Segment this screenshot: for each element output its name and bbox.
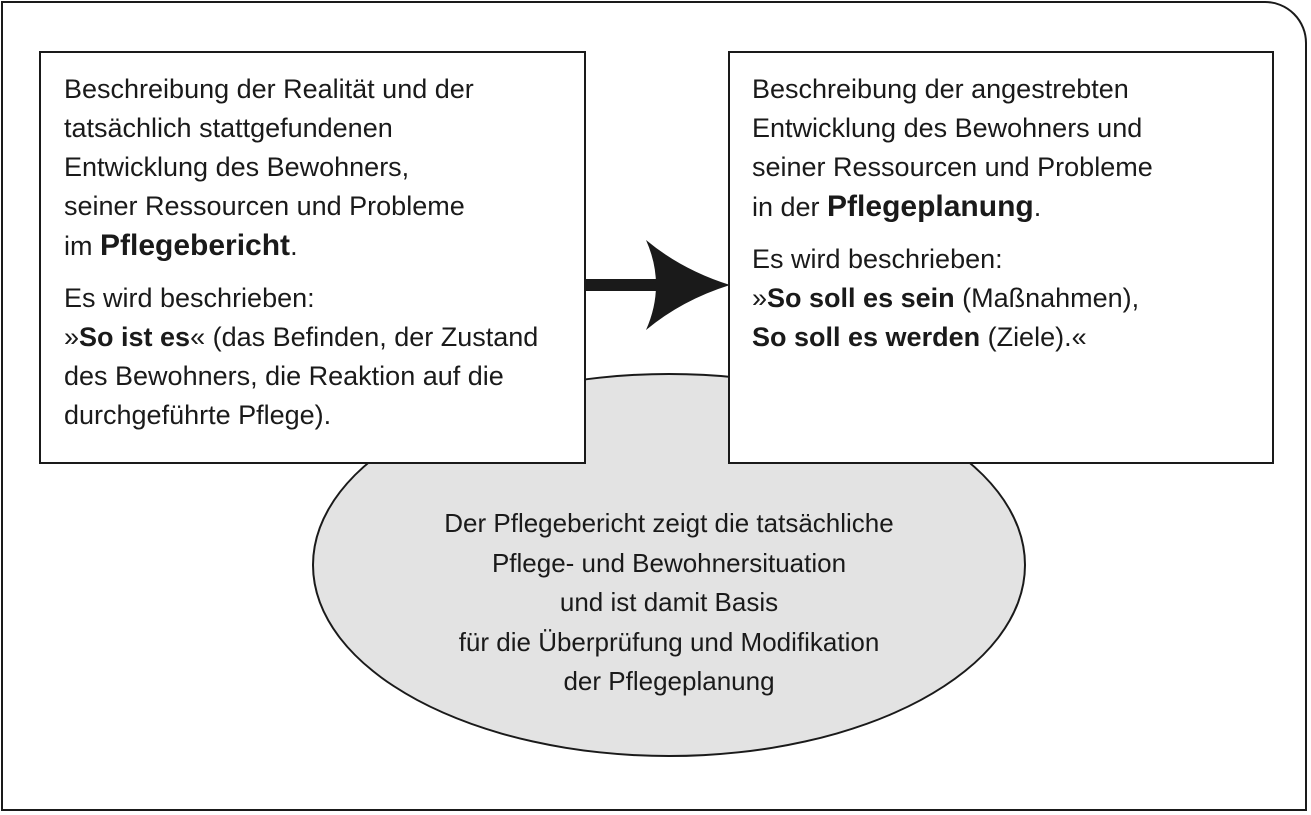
right-line-3: seiner Ressourcen und Probleme <box>752 152 1153 182</box>
left-line-2: tatsächlich stattgefundenen <box>64 113 393 143</box>
right-line-4 <box>752 187 1272 227</box>
left-p2-line-1: Es wird beschrieben: <box>64 283 315 313</box>
so-ist-es-term: So ist es <box>79 322 191 352</box>
left-line-3: Entwicklung des Bewohners, <box>64 152 410 182</box>
left-line-5 <box>64 226 584 266</box>
right-arrow-icon <box>584 240 730 330</box>
pflegebericht-box <box>39 51 586 464</box>
so-soll-es-werden-term: So soll es werden <box>752 322 981 352</box>
right-p2-line-3 <box>752 318 1272 357</box>
left-p2-line-3: des Bewohners, die Reaktion auf die <box>64 361 504 391</box>
ellipse-line-2: Pflege- und Bewohnersituation <box>491 547 847 578</box>
paragraph-gap <box>64 266 584 279</box>
pflegeplanung-box <box>728 51 1274 464</box>
right-p2-line-2 <box>752 279 1272 318</box>
arrow-shaft <box>584 279 664 291</box>
left-line-5-pre: im <box>64 231 100 261</box>
summary-ellipse-text <box>312 504 1026 702</box>
arrow-head <box>646 240 730 330</box>
right-p2-line-3-post: (Ziele).« <box>980 322 1087 352</box>
right-line-4-post: . <box>1033 192 1042 222</box>
ellipse-line-3: und ist damit Basis <box>559 587 779 617</box>
left-line-5-post: . <box>290 231 298 261</box>
paragraph-gap <box>752 227 1272 240</box>
left-p2-line-2-pre: » <box>64 322 80 352</box>
left-p2-line-2-post: « (das Befinden, der Zustand <box>190 322 539 352</box>
right-p2-line-1: Es wird beschrieben: <box>752 244 1003 274</box>
left-line-1: Beschreibung der Realität und der <box>64 74 474 104</box>
left-line-4: seiner Ressourcen und Probleme <box>64 191 465 221</box>
right-line-1: Beschreibung der angestrebten <box>752 74 1129 104</box>
right-p2-line-2-pre: » <box>752 283 768 313</box>
left-p2-line-4: durchgeführte Pflege). <box>64 400 332 430</box>
right-line-4-pre: in der <box>752 192 828 222</box>
ellipse-line-4: für die Überprüfung und Modifikation <box>458 626 880 657</box>
so-soll-es-sein-term: So soll es sein <box>767 283 955 313</box>
pflegebericht-term: Pflegebericht <box>100 229 291 262</box>
ellipse-line-5: der Pflegeplanung <box>563 666 775 696</box>
right-p2-line-2-post: (Maßnahmen), <box>954 283 1140 313</box>
pflegeplanung-term: Pflegeplanung <box>827 190 1034 223</box>
ellipse-line-1: Der Pflegebericht zeigt die tatsächliche <box>444 508 894 538</box>
left-p2-line-2 <box>64 318 584 357</box>
right-line-2: Entwicklung des Bewohners und <box>752 113 1143 143</box>
